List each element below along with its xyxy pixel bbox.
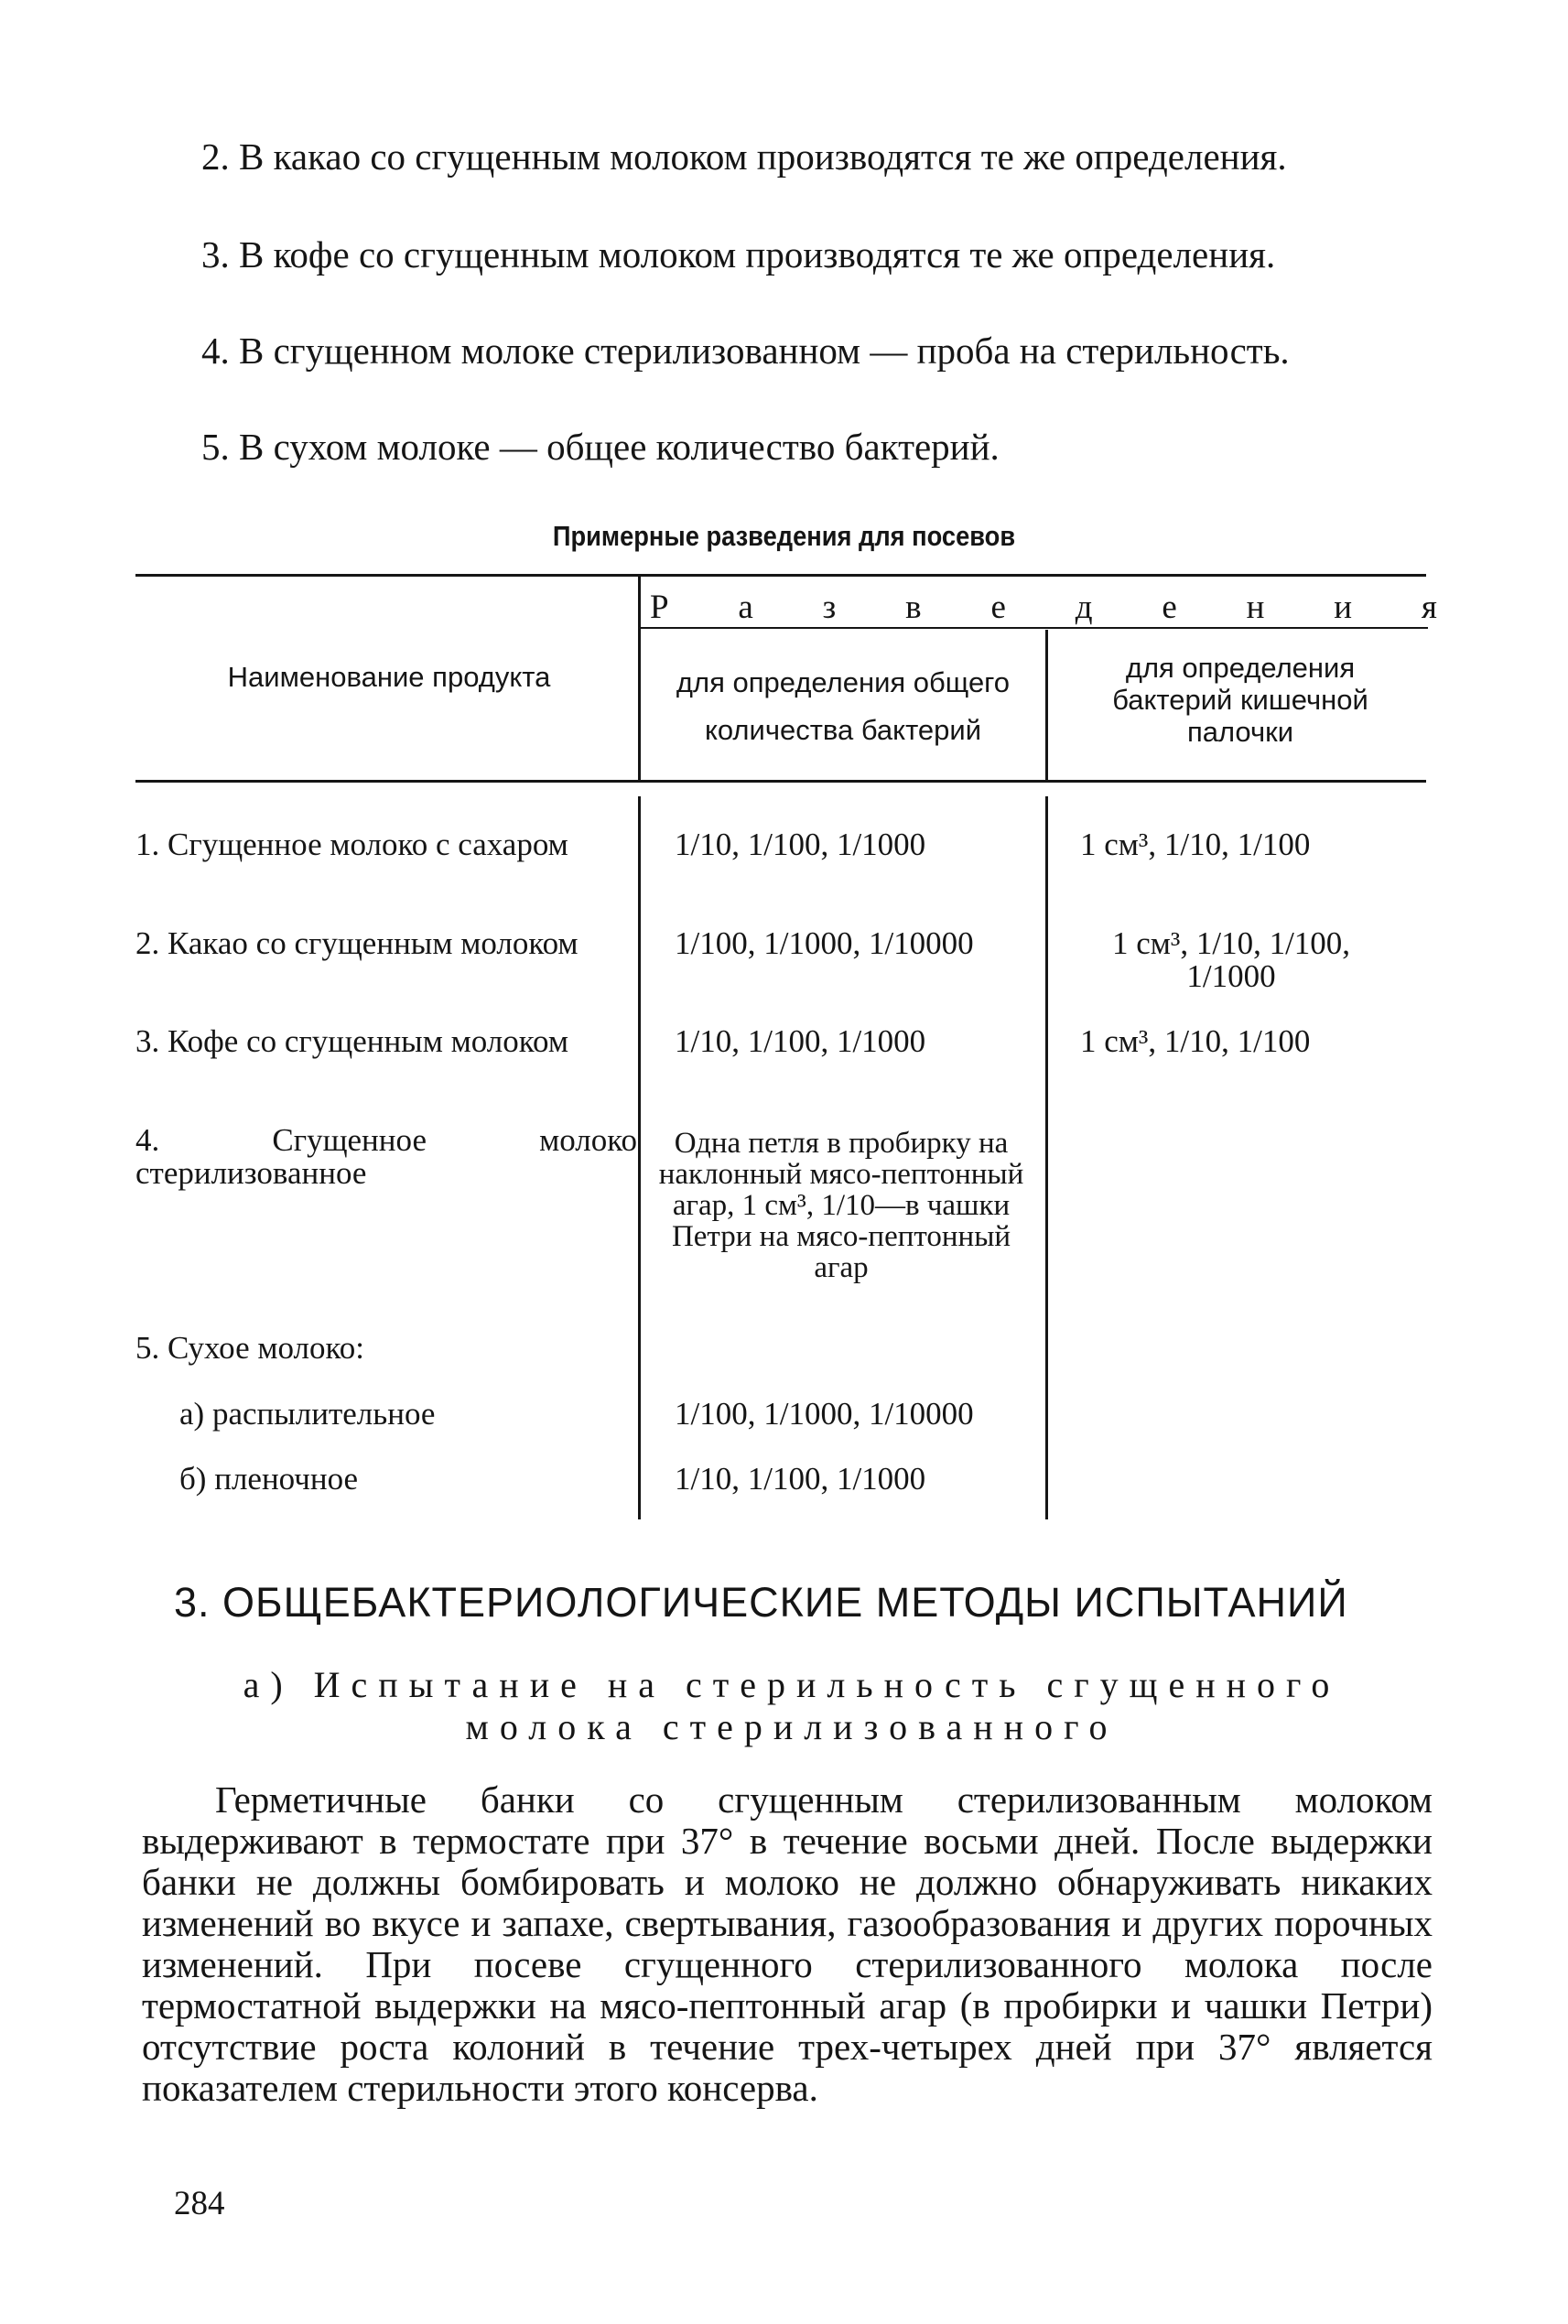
group-header-letter: Р <box>650 589 669 626</box>
table-row-product: 4. Сгущенное молоко стерилизованное <box>135 1122 637 1191</box>
table-row-coli: 1 см³, 1/10, 1/100, 1/1000 <box>1111 925 1351 994</box>
list-item-3: 3. В кофе со сгущенным молоком производятся те же определения. <box>201 233 1276 276</box>
table-top-rule <box>135 574 1426 577</box>
table-row-total: 1/10, 1/100, 1/1000 <box>675 827 926 862</box>
table-row-coli: 1 см³, 1/10, 1/100 <box>1080 1023 1311 1059</box>
column-divider-2-body <box>1045 796 1048 1519</box>
group-header-letter: а <box>738 589 753 626</box>
page-number: 284 <box>174 2185 225 2222</box>
group-header-rule <box>641 627 1428 629</box>
table-row-total: Одна петля в пробирку на наклонный мясо-пептонный агар, 1 см³, 1/10—в чашки Петри на мясо-пептонный агар <box>658 1127 1024 1284</box>
table-caption: Примерные разведения для посевов <box>552 520 1016 552</box>
table-row-product: 5. Сухое молоко: <box>135 1330 364 1366</box>
subsection-heading: а) Испытание на стерильность сгущенного молока стерилизованного <box>243 1664 1341 1747</box>
table-row-total: 1/10, 1/100, 1/1000 <box>675 1461 926 1497</box>
table-row-product: б) пленочное <box>179 1461 359 1497</box>
group-header-letter: я <box>1421 589 1437 626</box>
group-header-letter: и <box>1334 589 1353 626</box>
column-header-total-bacteria: для определения общего количества бактерий <box>676 666 1011 746</box>
group-header-dilutions <box>650 588 1437 627</box>
list-item-2: 2. В какао со сгущенным молоком производятся те же определения. <box>201 135 1287 178</box>
group-header-letter: з <box>822 589 837 626</box>
table-row-total: 1/100, 1/1000, 1/10000 <box>675 1396 974 1432</box>
column-header-coli-bacteria: для определения бактерий кишечной палочки <box>1112 652 1368 748</box>
table-row-product: а) распылительное <box>179 1396 436 1432</box>
body-paragraph: Герметичные банки со сгущенным стерилизованным молоком выдерживают в термостате при 37° в течение восьми дней. После выдержки банки не должны бомбировать и молоко не должно обнаруживать никаких изменений во вкусе и запахе, свертывания, газообразования и других порочных изменений. При посеве сгущенного стерилизованного молока после термостатной выдержки на мясо-пептонный агар (в пробирки и чашки Петри) отсутствие роста колоний в течение трех-четырех дней при 37° является показателем стерильности этого консерва. <box>142 1778 1433 2109</box>
list-item-4: 4. В сгущенном молоке стерилизованном — проба на стерильность. <box>201 330 1290 372</box>
list-item-5: 5. В сухом молоке — общее количество бактерий. <box>201 426 1000 468</box>
column-divider-1-body <box>638 796 641 1519</box>
group-header-letter: е <box>990 589 1006 626</box>
group-header-letter: н <box>1246 589 1265 626</box>
header-bottom-rule <box>135 780 1426 783</box>
column-header-product: Наименование продукта <box>227 661 551 693</box>
table-row-coli: 1 см³, 1/10, 1/100 <box>1080 827 1311 862</box>
table-row-total: 1/100, 1/1000, 1/10000 <box>675 925 974 961</box>
group-header-letter: е <box>1162 589 1177 626</box>
group-header-letter: в <box>905 589 922 626</box>
table-row-total: 1/10, 1/100, 1/1000 <box>675 1023 926 1059</box>
table-row-product: 1. Сгущенное молоко с сахаром <box>135 827 568 862</box>
column-divider-1 <box>638 577 641 783</box>
section-heading: 3. ОБЩЕБАКТЕРИОЛОГИЧЕСКИЕ МЕТОДЫ ИСПЫТАНИЙ <box>174 1579 1348 1626</box>
column-divider-2 <box>1045 630 1048 783</box>
table-row-product: 2. Какао со сгущенным молоком <box>135 925 579 961</box>
table-row-product: 3. Кофе со сгущенным молоком <box>135 1023 568 1059</box>
group-header-letter: д <box>1075 589 1093 626</box>
